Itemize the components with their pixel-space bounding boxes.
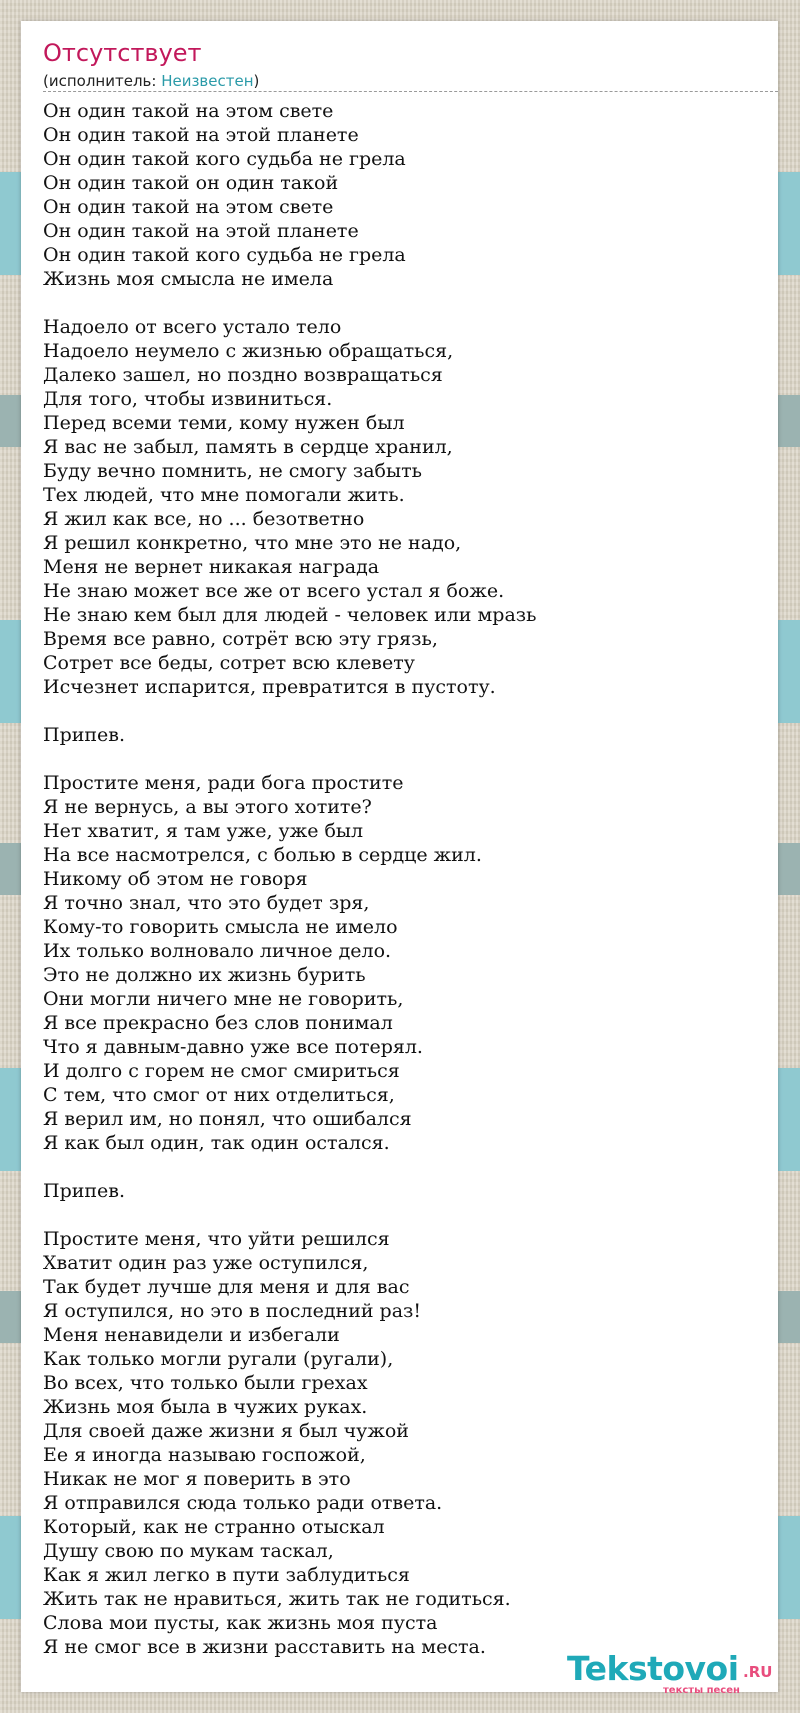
lyric-line: Он один такой на этом свете [43, 100, 334, 122]
lyric-line: Я отправился сюда только ради ответа. [43, 1492, 443, 1514]
artist-link[interactable]: Неизвестен [161, 72, 254, 90]
lyric-line: Меня ненавидели и избегали [43, 1324, 340, 1346]
lyric-line: Сотрет все беды, сотрет всю клевету [43, 652, 415, 674]
lyric-line: Я не вернусь, а вы этого хотите? [43, 796, 372, 818]
lyric-line: Надоело от всего устало тело [43, 316, 342, 338]
lyric-line [43, 1203, 763, 1227]
lyric-line: Ее я иногда называю госпожой, [43, 1444, 366, 1466]
lyric-line: Припев. [43, 724, 126, 746]
lyric-line: Хватит один раз уже оступился, [43, 1252, 369, 1274]
lyric-line: Их только волновало личное дело. [43, 940, 392, 962]
lyric-line: Простите меня, что уйти решился [43, 1228, 390, 1250]
lyric-line: С тем, что смог от них отделиться, [43, 1084, 395, 1106]
lyric-line: Жизнь моя смысла не имела [43, 268, 334, 290]
lyric-line: Я решил конкретно, что мне это не надо, [43, 532, 462, 554]
site-logo[interactable] [567, 1649, 777, 1696]
artist-prefix: (исполнитель: [43, 72, 162, 90]
lyric-line: Кому-то говорить смысла не имело [43, 916, 398, 938]
lyric-line: Для своей даже жизни я был чужой [43, 1420, 409, 1442]
lyric-line: Я верил им, но понял, что ошибался [43, 1108, 412, 1130]
lyric-line: Время все равно, сотрёт всю эту грязь, [43, 628, 438, 650]
lyric-line: Который, как не странно отыскал [43, 1516, 385, 1538]
lyric-line [43, 747, 763, 771]
lyrics-text [43, 99, 763, 1659]
lyric-line: Не знаю может все же от всего устал я боже. [43, 580, 505, 602]
lyric-line: Не знаю кем был для людей - человек или мразь [43, 604, 537, 626]
artist-suffix: ) [253, 72, 260, 90]
lyric-line [43, 699, 763, 723]
lyric-line: Нет хватит, я там уже, уже был [43, 820, 364, 842]
lyric-line: Жить так не нравиться, жить так не годиться. [43, 1588, 511, 1610]
lyric-line: Исчезнет испарится, превратится в пустоту. [43, 676, 496, 698]
lyric-line: Я вас не забыл, память в сердце хранил, [43, 436, 453, 458]
lyric-line: Он один такой на этой планете [43, 124, 359, 146]
song-title: Отсутствует [43, 39, 202, 67]
lyric-line: Они могли ничего мне не говорить, [43, 988, 404, 1010]
lyric-line: Как только могли ругали (ругали), [43, 1348, 394, 1370]
logo-tld: .RU [743, 1663, 773, 1681]
lyric-line: Я как был один, так один остался. [43, 1132, 390, 1154]
lyric-line: Слова мои пусты, как жизнь моя пуста [43, 1612, 438, 1634]
logo-tagline: тексты песен [663, 1685, 740, 1696]
lyric-line: Меня не вернет никакая награда [43, 556, 380, 578]
lyric-line: Я жил как все, но ... безответно [43, 508, 365, 530]
lyric-line: Он один такой он один такой [43, 172, 339, 194]
lyric-line: Для того, чтобы извиниться. [43, 388, 333, 410]
lyric-line: Он один такой на этой планете [43, 220, 359, 242]
lyric-line: Что я давным-давно уже все потерял. [43, 1036, 423, 1058]
lyric-line: Жизнь моя была в чужих руках. [43, 1396, 368, 1418]
lyric-line: Так будет лучше для меня и для вас [43, 1276, 410, 1298]
artist-line [43, 72, 259, 90]
lyric-line: Это не должно их жизнь бурить [43, 964, 366, 986]
lyric-line: Как я жил легко в пути заблудиться [43, 1564, 410, 1586]
lyric-line: Буду вечно помнить, не смогу забыть [43, 460, 422, 482]
lyric-line: Никак не мог я поверить в это [43, 1468, 351, 1490]
title-divider [43, 91, 778, 92]
lyric-line: Простите меня, ради бога простите [43, 772, 404, 794]
lyric-line: Он один такой кого судьба не грела [43, 148, 406, 170]
lyric-line: И долго с горем не смог смириться [43, 1060, 400, 1082]
lyric-line: Душу свою по мукам таскал, [43, 1540, 334, 1562]
lyric-line: Во всех, что только были грехах [43, 1372, 368, 1394]
lyrics-card [21, 21, 778, 1692]
lyric-line: Он один такой кого судьба не грела [43, 244, 406, 266]
lyric-line: Далеко зашел, но поздно возвращаться [43, 364, 443, 386]
lyric-line: Я оступился, но это в последний раз! [43, 1300, 422, 1322]
lyric-line: Я точно знал, что это будет зря, [43, 892, 370, 914]
lyric-line [43, 1155, 763, 1179]
lyric-line: Он один такой на этом свете [43, 196, 334, 218]
lyric-line: Я не смог все в жизни расставить на места. [43, 1636, 486, 1658]
lyric-line: Я все прекрасно без слов понимал [43, 1012, 393, 1034]
lyric-line: Никому об этом не говоря [43, 868, 308, 890]
lyric-line: На все насмотрелся, с болью в сердце жил. [43, 844, 482, 866]
lyric-line [43, 291, 763, 315]
lyric-line: Тех людей, что мне помогали жить. [43, 484, 405, 506]
lyric-line: Перед всеми теми, кому нужен был [43, 412, 405, 434]
lyric-line: Надоело неумело с жизнью обращаться, [43, 340, 454, 362]
logo-wordmark: Tekstovoi [567, 1649, 739, 1688]
lyric-line: Припев. [43, 1180, 126, 1202]
